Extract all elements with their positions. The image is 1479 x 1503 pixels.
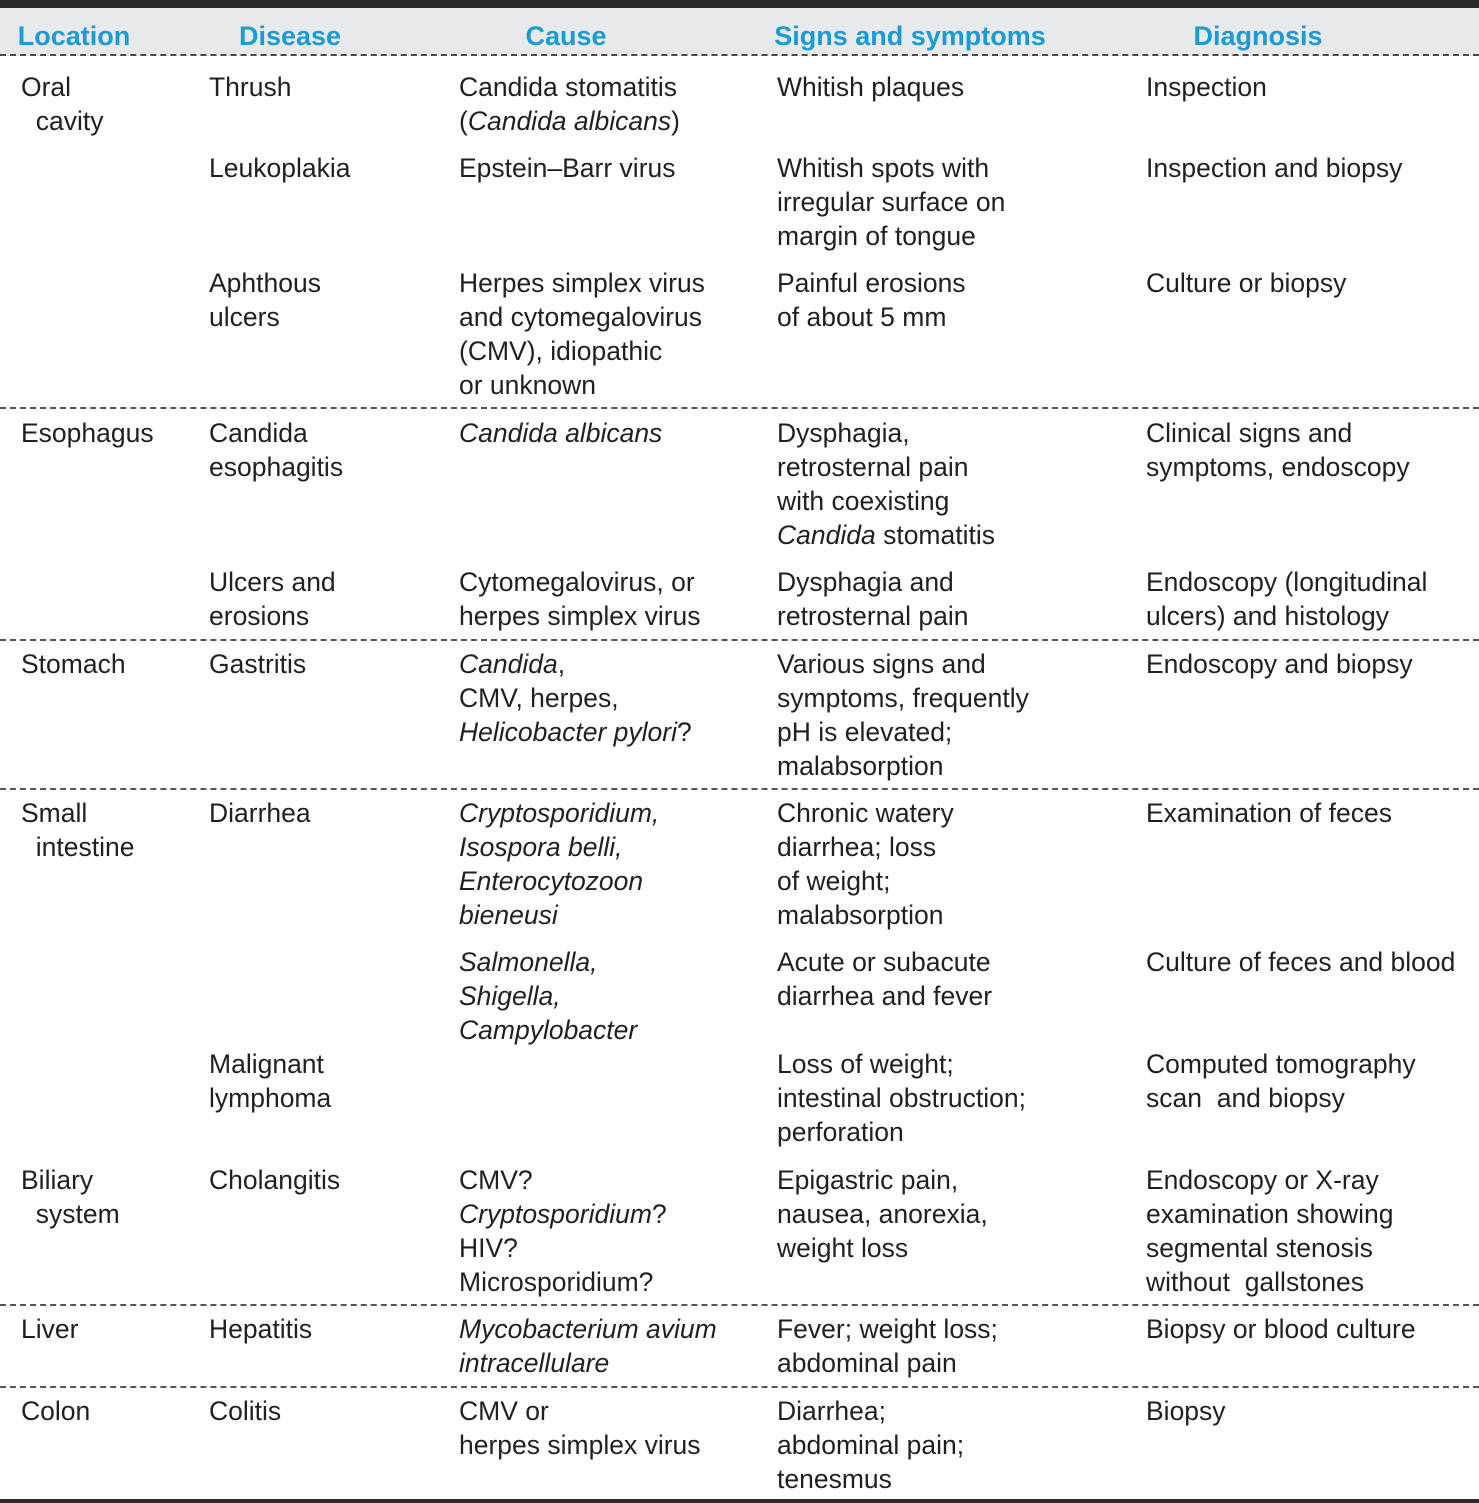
table-header [0,8,1479,56]
cell-cause: Candida albicans [459,418,663,448]
cell-signs: Acute or subacute diarrhea and fever [777,947,993,1011]
cell-disease: Ulcers and erosions [209,567,336,631]
cell-location: Oral cavity [21,72,104,136]
row-divider [0,407,1479,409]
cell-cause: Salmonella, Shigella, Campylobacter [459,947,638,1045]
cell-disease: Malignant lymphoma [209,1049,332,1113]
cell-location: Esophagus [21,418,154,448]
cell-diagnosis: Culture or biopsy [1146,268,1347,298]
cell-cause: CMV? Cryptosporidium? HIV? Microsporidium? [459,1165,667,1297]
cell-location: Small intestine [21,798,135,862]
cell-location: Stomach [21,649,126,679]
header-signs: Signs and symptoms [774,21,1046,51]
cell-signs: Epigastric pain, nausea, anorexia, weight loss [777,1165,988,1263]
header-disease: Disease [238,21,342,51]
header-location: Location [17,21,131,51]
cell-location: Liver [21,1314,79,1344]
cell-location: Colon [21,1396,91,1426]
cell-cause: Epstein–Barr virus [459,153,676,183]
cell-cause: Candida, CMV, herpes, Helicobacter pylori? [459,649,692,747]
cell-cause: Cytomegalovirus, or herpes simplex virus [459,567,701,631]
cell-signs: Whitish plaques [777,72,965,102]
cell-signs: Dysphagia, retrosternal pain with coexisting Candida stomatitis [777,418,995,550]
cell-cause: Herpes simplex virus and cytomegalovirus (CMV), idiopathic or unknown [459,268,705,400]
cell-disease: Thrush [209,72,292,102]
cell-disease: Aphthous ulcers [209,268,321,332]
cell-disease: Cholangitis [209,1165,341,1195]
cell-disease: Gastritis [209,649,307,679]
cell-signs: Various signs and symptoms, frequently pH is elevated; malabsorption [777,649,1029,781]
cell-disease: Candida esophagitis [209,418,344,482]
cell-diagnosis: Culture of feces and blood [1146,947,1456,977]
cell-diagnosis: Clinical signs and symptoms, endoscopy [1146,418,1410,482]
cell-diagnosis: Examination of feces [1146,798,1392,828]
cell-signs: Loss of weight; intestinal obstruction; perforation [777,1049,1026,1147]
cell-signs: Diarrhea; abdominal pain; tenesmus [777,1396,965,1494]
cell-location: Biliary system [21,1165,120,1229]
bottom-rule [0,1499,1479,1503]
row-divider [0,1304,1479,1306]
cell-signs: Dysphagia and retrosternal pain [777,567,969,631]
row-divider [0,1386,1479,1388]
cell-disease: Diarrhea [209,798,311,828]
cell-cause: Cryptosporidium, Isospora belli, Enterocytozoon bieneusi [459,798,660,930]
cell-diagnosis: Endoscopy or X-ray examination showing segmental stenosis without gallstones [1146,1165,1394,1297]
cell-diagnosis: Biopsy [1146,1396,1226,1426]
cell-diagnosis: Biopsy or blood culture [1146,1314,1416,1344]
header-cause: Cause [525,21,607,51]
cell-disease: Colitis [209,1396,282,1426]
top-rule [0,0,1479,8]
cell-diagnosis: Computed tomography scan and biopsy [1146,1049,1416,1113]
row-divider [0,788,1479,790]
cell-cause: Candida stomatitis (Candida albicans) [459,72,680,136]
cell-disease: Leukoplakia [209,153,351,183]
cell-disease: Hepatitis [209,1314,313,1344]
cell-cause: Mycobacterium avium intracellulare [459,1314,717,1378]
cell-signs: Whitish spots with irregular surface on margin of tongue [777,153,1006,251]
cell-cause: CMV or herpes simplex virus [459,1396,701,1460]
header-diagnosis: Diagnosis [1193,21,1323,51]
cell-signs: Painful erosions of about 5 mm [777,268,966,332]
cell-diagnosis: Endoscopy and biopsy [1146,649,1413,679]
row-divider [0,639,1479,641]
cell-diagnosis: Inspection [1146,72,1267,102]
cell-signs: Chronic watery diarrhea; loss of weight; malabsorption [777,798,954,930]
cell-diagnosis: Endoscopy (longitudinal ulcers) and histology [1146,567,1428,631]
cell-diagnosis: Inspection and biopsy [1146,153,1403,183]
cell-signs: Fever; weight loss; abdominal pain [777,1314,998,1378]
